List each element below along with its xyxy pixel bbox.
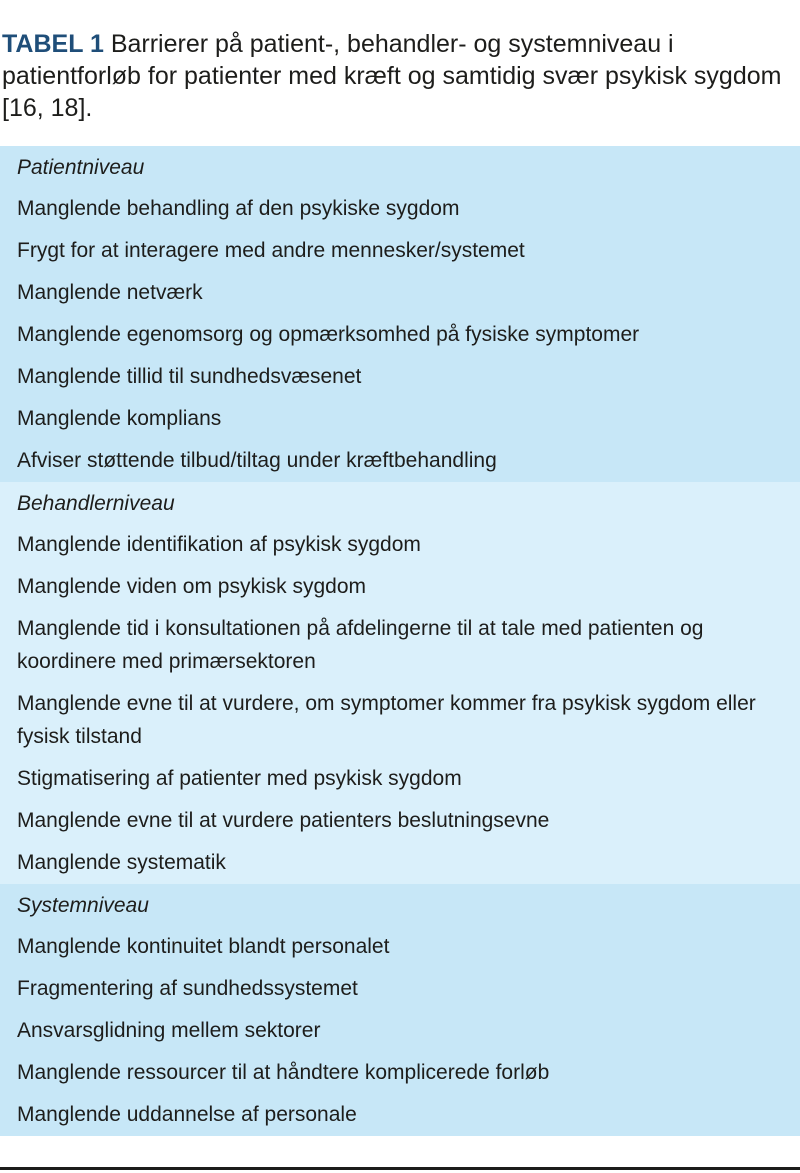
table-row: Ansvarsglidning mellem sektorer — [17, 1019, 321, 1042]
table-row: Manglende behandling af den psykiske sygdom — [17, 197, 460, 220]
table-row: Manglende tillid til sundhedsvæsenet — [17, 365, 362, 388]
table-row: Manglende evne til at vurdere, om symptomer kommer fra psykisk sygdom eller fysisk tilstand — [17, 692, 756, 748]
table-row: Manglende uddannelse af personale — [17, 1103, 357, 1126]
bottom-rule — [0, 1167, 800, 1170]
table-row: Manglende tid i konsultationen på afdelingerne til at tale med patienten og koordinere med primærsektoren — [17, 617, 704, 673]
table-caption-text: Barrierer på patient-, behandler- og systemniveau i patientforløb for patienter med kræft og samtidig svær psykisk sygdom [16, 18]. — [2, 30, 782, 122]
table-row: Manglende systematik — [17, 851, 226, 874]
table-row: Manglende kontinuitet blandt personalet — [17, 935, 390, 958]
table-row: Frygt for at interagere med andre mennesker/systemet — [17, 239, 525, 262]
table-row: Manglende komplians — [17, 407, 222, 430]
section-heading: Patientniveau — [17, 156, 145, 179]
table-row: Manglende ressourcer til at håndtere komplicerede forløb — [17, 1061, 550, 1084]
barrier-table — [0, 146, 800, 1136]
table-row: Manglende identifikation af psykisk sygdom — [17, 533, 421, 556]
table-row: Manglende netværk — [17, 281, 203, 304]
table-row: Manglende egenomsorg og opmærksomhed på fysiske symptomer — [17, 323, 640, 346]
section-heading: Behandlerniveau — [17, 492, 175, 515]
table-row: Afviser støttende tilbud/tiltag under kræftbehandling — [17, 449, 497, 472]
table-label: TABEL 1 — [2, 30, 104, 58]
table-row: Stigmatisering af patienter med psykisk sygdom — [17, 767, 462, 790]
section-patientniveau — [0, 146, 800, 482]
table-row: Manglende evne til at vurdere patienters beslutningsevne — [17, 809, 550, 832]
section-systemniveau — [0, 884, 800, 1136]
table-caption — [2, 28, 792, 124]
section-behandlerniveau — [0, 482, 800, 884]
section-heading: Systemniveau — [17, 894, 149, 917]
table-row: Manglende viden om psykisk sygdom — [17, 575, 367, 598]
table-row: Fragmentering af sundhedssystemet — [17, 977, 358, 1000]
